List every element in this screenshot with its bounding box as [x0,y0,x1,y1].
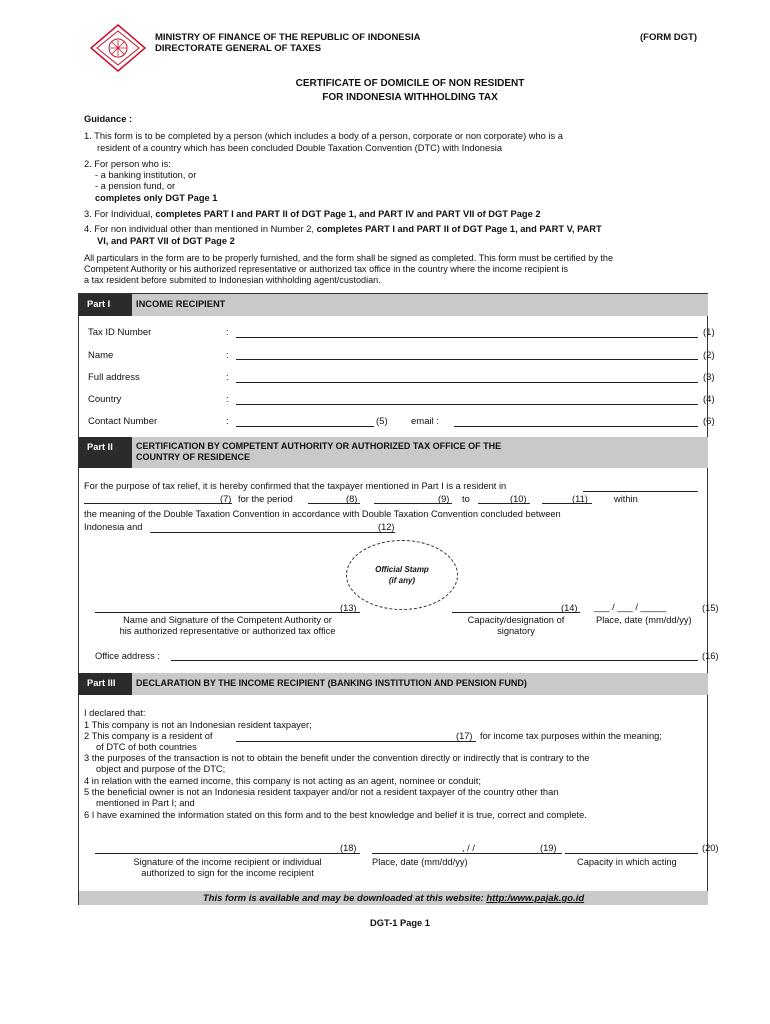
field-number-9: (9) [438,494,450,504]
field-number-12: (12) [378,522,395,532]
guidance-para-1: All particulars in the form are to be properly furnished, and the form shall be signed as completed. This form must be certified by the [84,253,614,263]
form-title-line2: FOR INDONESIA WITHHOLDING TAX [322,92,498,103]
resident-of-field[interactable] [236,741,476,742]
name-label: Name [88,350,114,361]
ministry-seal-icon [88,22,148,74]
colon: : [226,327,229,338]
office-address-label: Office address : [95,651,160,661]
tax-id-field[interactable] [236,337,698,338]
guidance-para-2: Competent Authority or his authorized representative or authorized tax office in the country where the income recipient is [84,264,569,274]
field-number-2: (2) [703,350,715,361]
resident-country-field-cont[interactable] [84,503,232,504]
guidance-item-4: 4. For non individual other than mentioned in Number 2, completes PART I and PART II of DGT Page 1, and PART V, PART [84,224,602,234]
form-title-line1: CERTIFICATE OF DOMICILE OF NON RESIDENT [295,78,525,89]
declaration-item-6: 6 I have examined the information stated on this form and to the best knowledge and belief it is true, correct and complete. [84,810,587,820]
recipient-signature-caption-2: authorized to sign for the income recipient [141,868,314,878]
availability-note: This form is available and may be downloaded at this website: http:/www.pajak.go.id [202,893,585,904]
guidance-item-2-bank: - a banking institution, or [95,170,197,180]
guidance-heading: Guidance : [84,114,133,124]
part3-title: DECLARATION BY THE INCOME RECIPIENT (BANKING INSTITUTION AND PENSION FUND) [136,678,527,688]
full-address-field[interactable] [236,382,698,383]
field-number-16: (16) [702,651,719,661]
guidance-item-1: 1. This form is to be completed by a person (which includes a body of a person, corporate or non corporate) who is a [84,131,563,141]
recipient-signature-caption-1: Signature of the income recipient or individual [133,857,322,867]
country-field[interactable] [236,404,698,405]
for-period-text: for the period [238,494,293,504]
part1-tag: Part I [79,294,132,316]
recipient-place-date-caption: Place, date (mm/dd/yy) [372,857,468,867]
field-number-17: (17) [456,731,473,741]
capacity-caption-2: signatory [497,626,535,636]
part2-tag: Part II [79,437,132,468]
colon: : [226,372,229,383]
indonesia-and-text: Indonesia and [84,522,143,532]
tax-id-label: Tax ID Number [88,327,152,338]
part2-title-line2: COUNTRY OF RESIDENCE [136,452,251,462]
capacity-caption-1: Capacity/designation of [467,615,565,625]
field-number-10: (10) [510,494,527,504]
authority-signature-field[interactable] [95,612,360,613]
field-number-7: (7) [220,494,232,504]
guidance-item-2-pension: - a pension fund, or [95,181,176,191]
field-number-14: (14) [561,603,578,613]
place-date-field[interactable]: ___ / ___ / _____ [594,602,667,612]
recipient-capacity-field[interactable] [565,853,698,854]
form-code: (FORM DGT) [640,32,697,43]
full-address-label: Full address [88,372,140,383]
website-link[interactable]: http:/www.pajak.go.id [486,893,585,904]
guidance-item-2-completes: completes only DGT Page 1 [95,193,218,203]
part2-title-line1: CERTIFICATION BY COMPETENT AUTHORITY OR AUTHORIZED TAX OFFICE OF THE [136,441,502,451]
office-address-field[interactable] [171,660,698,661]
guidance-item-2: 2. For person who is: [84,159,171,169]
recipient-capacity-caption: Capacity in which acting [577,857,677,867]
field-number-13: (13) [340,603,357,613]
field-number-19: (19) [540,843,557,853]
guidance-item-4-cont: VI, and PART VII of DGT Page 2 [97,236,235,246]
certification-text-3: the meaning of the Double Taxation Convention in accordance with Double Taxation Convention concluded between [84,509,561,519]
colon: : [226,394,229,405]
date-separators: , / / [462,843,475,853]
field-number-11: (11) [572,494,588,504]
recipient-place-date-field[interactable] [372,853,562,854]
page-label: DGT-1 Page 1 [370,918,430,928]
treaty-country-field[interactable] [150,532,395,533]
part3-tag: Part III [79,673,132,695]
guidance-item-1-cont: resident of a country which has been concluded Double Taxation Convention (DTC) with Indonesia [97,143,502,153]
field-number-6: (6) [703,416,715,427]
within-text: within [614,494,638,504]
field-number-20: (20) [702,843,719,853]
field-number-15: (15) [702,603,719,613]
official-stamp-placeholder [346,540,458,610]
country-label: Country [88,394,122,405]
declaration-item-2: 2 This company is a resident of [84,731,213,741]
field-number-1: (1) [703,327,715,338]
colon: : [226,350,229,361]
name-field[interactable] [236,359,698,360]
to-text: to [462,494,470,504]
declaration-item-5-cont: mentioned in Part I; and [96,798,195,808]
declaration-intro: I declared that: [84,708,146,718]
declaration-item-3: 3 the purposes of the transaction is not to obtain the benefit under the convention directly or indirectly that is contrary to the [84,753,590,763]
part1-title: INCOME RECIPIENT [136,299,226,309]
stamp-note: (if any) [388,576,416,585]
declaration-item-2-tail: for income tax purposes within the meaning; [480,731,662,741]
guidance-item-3: 3. For Individual, completes PART I and PART II of DGT Page 1, and PART IV and PART VII of DGT Page 2 [84,209,541,219]
email-field[interactable] [454,426,698,427]
place-date-caption: Place, date (mm/dd/yy) [596,615,692,625]
declaration-item-5: 5 the beneficial owner is not an Indonesia resident taxpayer and/or not a resident taxpayer of the country other than [84,787,559,797]
colon: : [226,416,229,427]
declaration-item-2-cont: of DTC of both countries [96,742,197,752]
recipient-signature-field[interactable] [95,853,360,854]
field-number-5: (5) [376,416,388,427]
field-number-3: (3) [703,372,715,383]
guidance-para-3: a tax resident before submited to Indonesian withholding agent/custodian. [84,275,381,285]
email-label: email : [411,416,439,427]
declaration-item-3-cont: object and purpose of the DTC; [96,764,226,774]
field-number-8: (8) [346,494,358,504]
directorate-name: DIRECTORATE GENERAL OF TAXES [155,43,322,54]
resident-country-field[interactable] [583,491,698,492]
certification-text-1: For the purpose of tax relief, it is hereby confirmed that the taxpayer mentioned in Part I is a resident in [84,481,507,491]
contact-number-label: Contact Number [88,416,158,427]
declaration-item-1: 1 This company is not an Indonesian resident taxpayer; [84,720,312,730]
declaration-item-4: 4 in relation with the earned income, this company is not acting as an agent, nominee or conduit; [84,776,481,786]
authority-signature-caption-1: Name and Signature of the Competent Authority or [123,615,332,625]
contact-number-field[interactable] [236,426,374,427]
field-number-18: (18) [340,843,357,853]
ministry-name: MINISTRY OF FINANCE OF THE REPUBLIC OF INDONESIA [155,32,421,43]
stamp-label: Official Stamp [375,565,429,574]
field-number-4: (4) [703,394,715,405]
authority-signature-caption-2: his authorized representative or authorized tax office [119,626,336,636]
